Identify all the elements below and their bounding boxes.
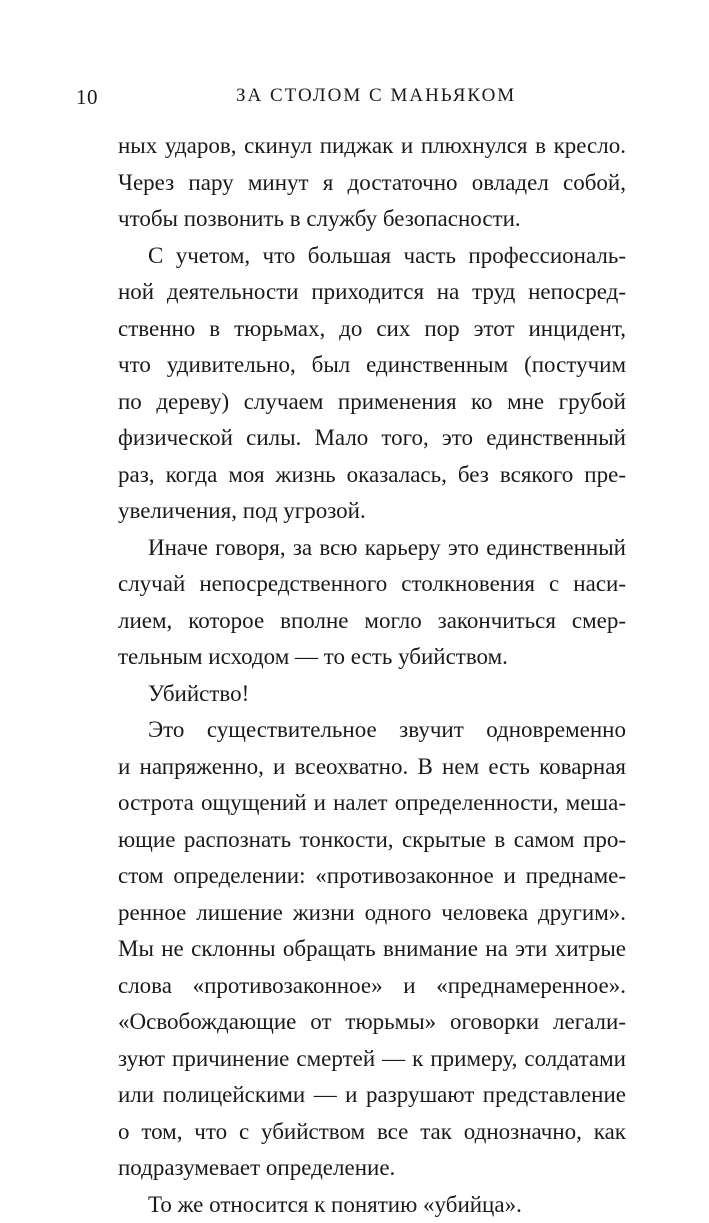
paragraph-first-line: Убийство! bbox=[118, 676, 626, 713]
text-line: зуют причинение смертей — к примеру, солдатами bbox=[118, 1041, 626, 1078]
paragraph-first-line: С учетом, что большая часть профессиональ- bbox=[118, 238, 626, 275]
paragraph-first-line: То же относится к понятию «убийца». bbox=[118, 1187, 626, 1223]
body-text bbox=[118, 128, 626, 1223]
text-line: «Освобождающие от тюрьмы» оговорки легали- bbox=[118, 1004, 626, 1041]
paragraph-first-line: Это существительное звучит одновременно bbox=[118, 712, 626, 749]
text-line: лием, которое вполне могло закончиться смер- bbox=[118, 603, 626, 640]
text-line: и напряженно, и всеохватно. В нем есть коварная bbox=[118, 749, 626, 786]
text-line: случай непосредственного столкновения с наси- bbox=[118, 566, 626, 603]
paragraph-first-line: Иначе говоря, за всю карьеру это единственный bbox=[118, 530, 626, 567]
text-line: ственно в тюрьмах, до сих пор этот инцидент, bbox=[118, 311, 626, 348]
text-line: ющие распознать тонкости, скрытые в самом про- bbox=[118, 822, 626, 859]
text-line: ных ударов, скинул пиджак и плюхнулся в кресло. bbox=[118, 128, 626, 165]
text-line: о том, что с убийством все так однозначно, как bbox=[118, 1114, 626, 1151]
text-line: ренное лишение жизни одного человека другим». bbox=[118, 895, 626, 932]
text-line: тельным исходом — то есть убийством. bbox=[118, 639, 626, 676]
text-line: Через пару минут я достаточно овладел собой, bbox=[118, 165, 626, 202]
text-line: или полицейскими — и разрушают представление bbox=[118, 1077, 626, 1114]
text-line: по дереву) случаем применения ко мне грубой bbox=[118, 384, 626, 421]
running-title: ЗА СТОЛОМ С МАНЬЯКОМ bbox=[236, 85, 516, 107]
running-header bbox=[76, 85, 636, 113]
text-line: увеличения, под угрозой. bbox=[118, 493, 626, 530]
text-line: Мы не склонны обращать внимание на эти хитрые bbox=[118, 931, 626, 968]
text-line: физической силы. Мало того, это единственный bbox=[118, 420, 626, 457]
text-line: что удивительно, был единственным (постучим bbox=[118, 347, 626, 384]
text-line: острота ощущений и налет определенности, меша- bbox=[118, 785, 626, 822]
text-line: ной деятельности приходится на труд непосред- bbox=[118, 274, 626, 311]
text-line: слова «противозаконное» и «преднамеренное». bbox=[118, 968, 626, 1005]
text-line: стом определении: «противозаконное и преднаме- bbox=[118, 858, 626, 895]
text-line: подразумевает определение. bbox=[118, 1150, 626, 1187]
text-line: раз, когда моя жизнь оказалась, без всякого пре- bbox=[118, 457, 626, 494]
text-line: чтобы позвонить в службу безопасности. bbox=[118, 201, 626, 238]
page-number: 10 bbox=[76, 85, 98, 110]
